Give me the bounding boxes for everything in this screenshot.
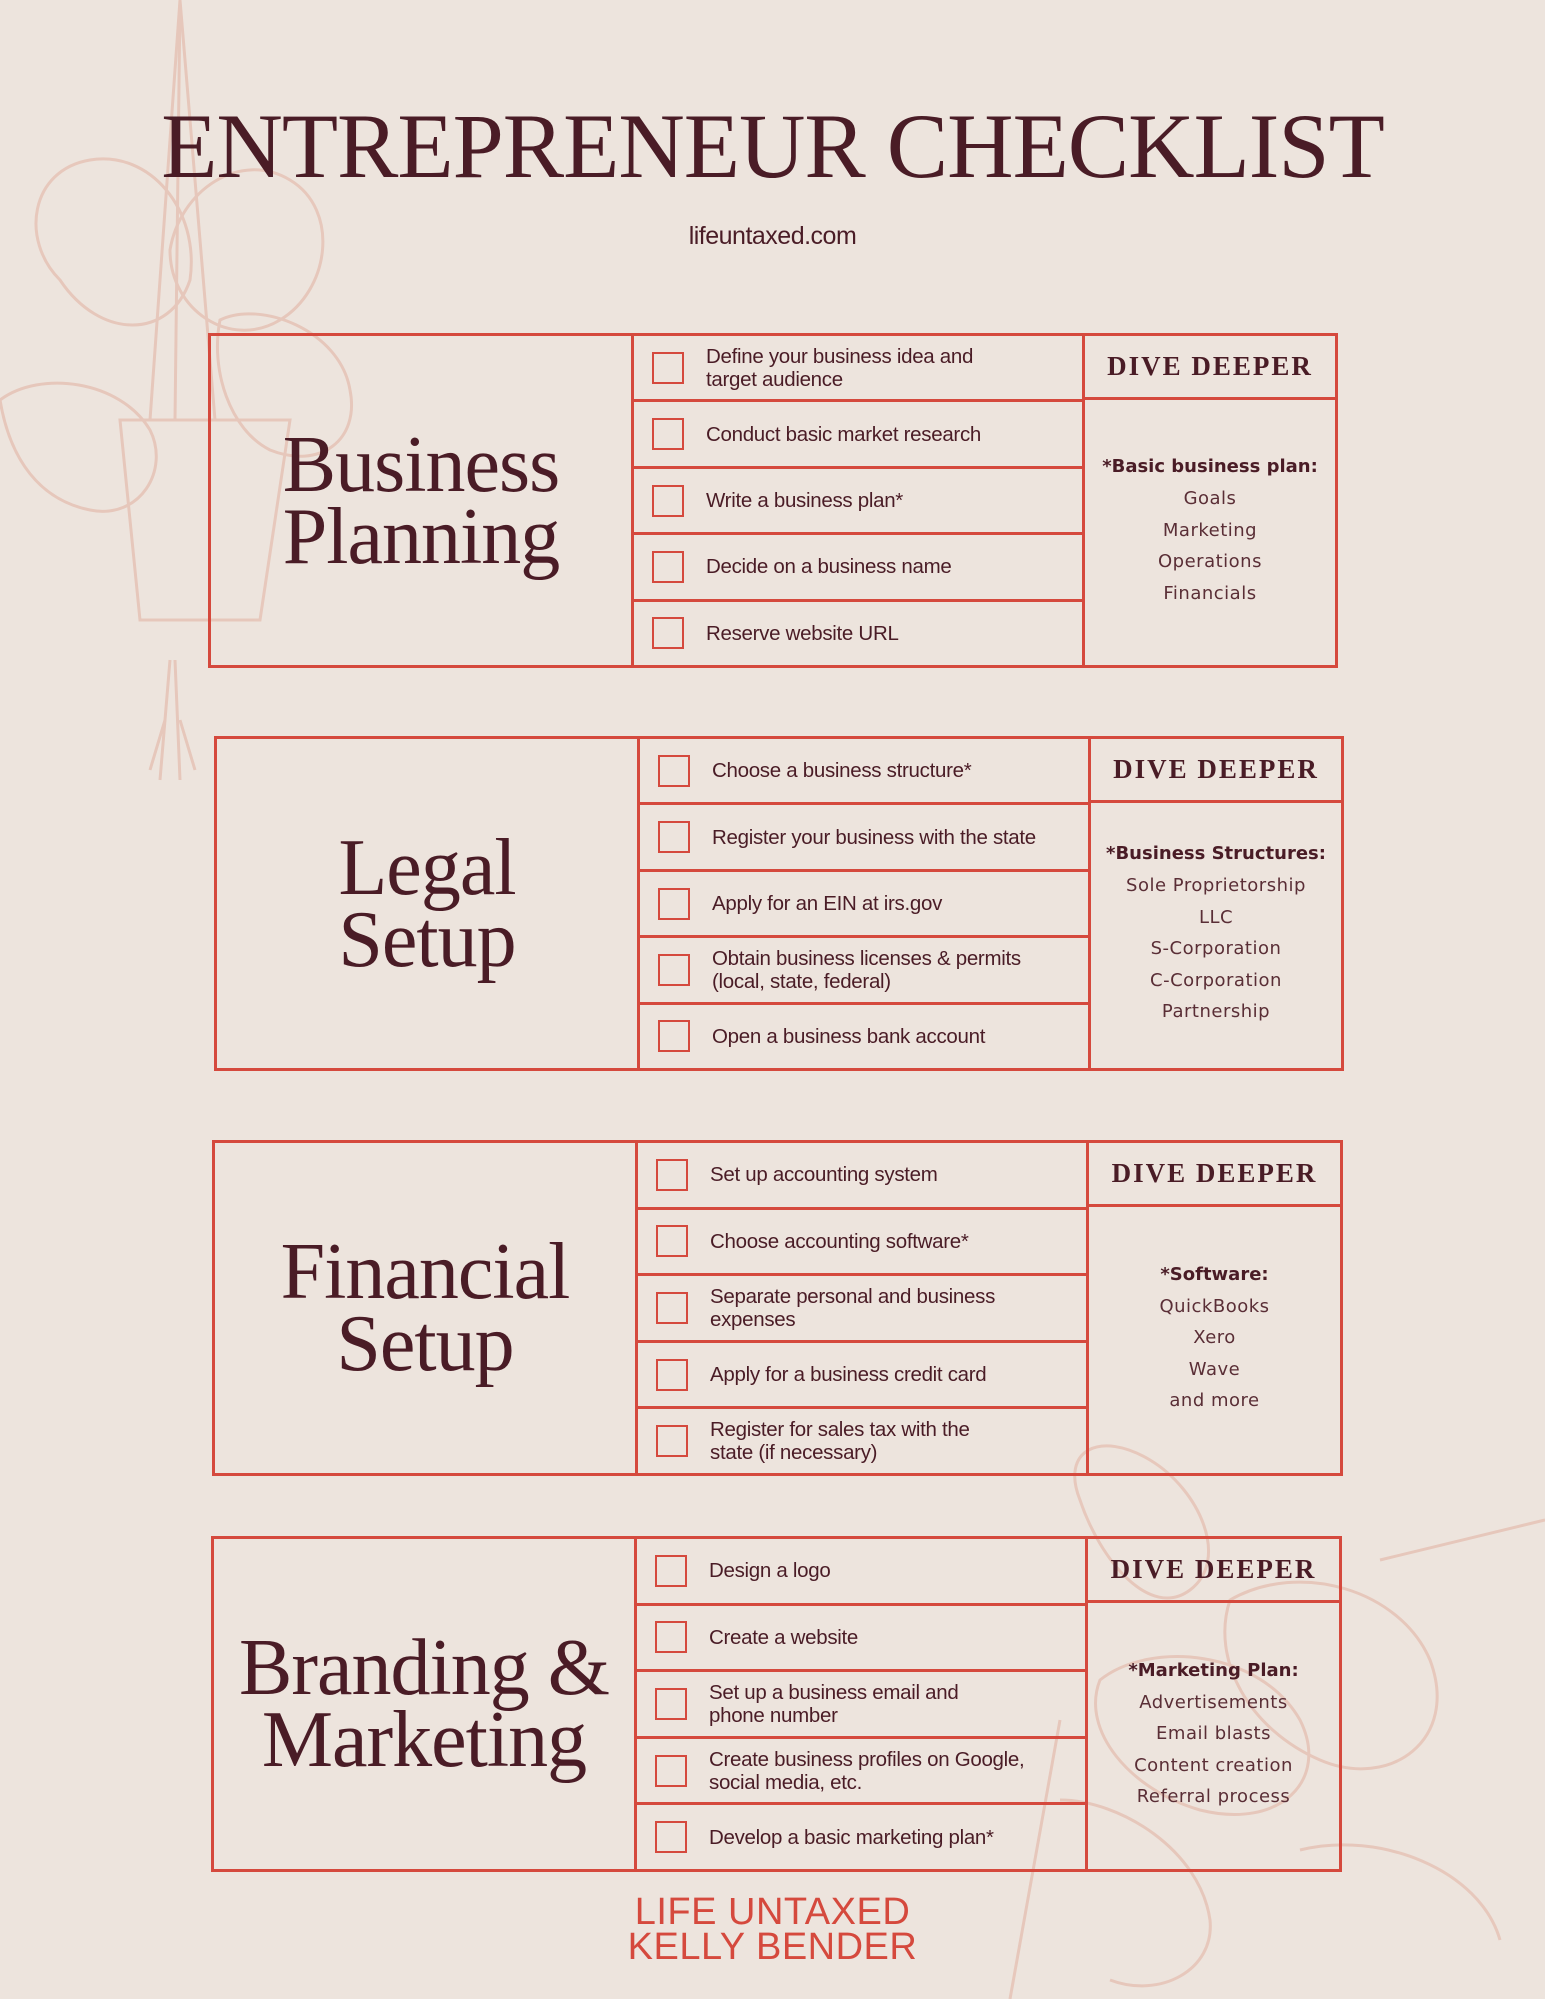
dive-deeper-item: Advertisements [1139, 1691, 1288, 1713]
dive-deeper-item: Goals [1183, 488, 1237, 509]
checkbox[interactable] [656, 1359, 688, 1391]
section-title: Legal Setup [217, 739, 640, 1068]
section-title: Financial Setup [215, 1143, 638, 1473]
dive-deeper-title: *Software: [1160, 1263, 1269, 1285]
dive-deeper-panel [1091, 739, 1341, 1068]
checklist-item: Apply for an EIN at irs.gov [640, 872, 1088, 938]
dive-deeper-heading: DIVE DEEPER [1091, 739, 1341, 803]
dive-deeper-item: S-Corporation [1150, 938, 1282, 960]
checkbox[interactable] [652, 352, 684, 384]
checklist-item: Choose accounting software* [638, 1210, 1086, 1277]
dive-deeper-body [1091, 803, 1341, 1068]
checklist-item: Decide on a business name [634, 535, 1082, 601]
checklist-item: Register for sales tax with the state (if necessary) [638, 1409, 1086, 1473]
checklist-item: Create business profiles on Google, social media, etc. [637, 1739, 1085, 1806]
checkbox[interactable] [658, 888, 690, 920]
dive-deeper-item: Partnership [1161, 1001, 1271, 1023]
dive-deeper-item: Wave [1188, 1358, 1241, 1380]
dive-deeper-item: QuickBooks [1159, 1295, 1270, 1317]
section-business-planning [208, 333, 1338, 668]
brand-line-1: LIFE UNTAXED [634, 1891, 911, 1933]
dive-deeper-item: Xero [1193, 1327, 1236, 1348]
checkbox[interactable] [652, 551, 684, 583]
checkbox[interactable] [655, 1688, 687, 1720]
checklist-item: Develop a basic marketing plan* [637, 1805, 1085, 1869]
checklist-item: Choose a business structure* [640, 739, 1088, 805]
dive-deeper-body [1089, 1207, 1340, 1473]
checklist [637, 1539, 1088, 1869]
checkbox[interactable] [652, 485, 684, 517]
dive-deeper-panel [1088, 1539, 1339, 1869]
checkbox[interactable] [656, 1292, 688, 1324]
checkbox[interactable] [655, 1555, 687, 1587]
dive-deeper-title: *Basic business plan: [1102, 456, 1318, 477]
checkbox[interactable] [652, 418, 684, 450]
dive-deeper-panel [1085, 336, 1335, 665]
section-legal-setup [214, 736, 1344, 1071]
section-title: Business Planning [211, 336, 634, 665]
checklist-item: Obtain business licenses & permits (local, state, federal) [640, 938, 1088, 1004]
checkbox[interactable] [656, 1159, 688, 1191]
checkbox[interactable] [655, 1821, 687, 1853]
dive-deeper-item: and more [1169, 1390, 1260, 1411]
checklist [634, 336, 1085, 665]
page-title: ENTREPRENEUR CHECKLIST [161, 95, 1384, 197]
checklist-item: Conduct basic market research [634, 402, 1082, 468]
checkbox[interactable] [658, 954, 690, 986]
checkbox[interactable] [656, 1225, 688, 1257]
dive-deeper-item: Sole Proprietorship [1126, 875, 1306, 897]
dive-deeper-item: C-Corporation [1150, 969, 1282, 991]
checklist-item: Set up accounting system [638, 1143, 1086, 1210]
checklist [638, 1143, 1089, 1473]
checklist-item: Write a business plan* [634, 469, 1082, 535]
section-title: Branding & Marketing [214, 1539, 637, 1869]
brand-line-2: KELLY BENDER [627, 1926, 918, 1968]
dive-deeper-item: Operations [1158, 551, 1262, 572]
checklist-item: Set up a business email and phone number [637, 1672, 1085, 1739]
dive-deeper-heading: DIVE DEEPER [1088, 1539, 1339, 1603]
dive-deeper-panel [1089, 1143, 1340, 1473]
dive-deeper-body [1085, 400, 1335, 665]
section-branding-marketing [211, 1536, 1342, 1872]
dive-deeper-item: Content creation [1134, 1754, 1293, 1776]
dive-deeper-item: Referral process [1136, 1786, 1291, 1807]
checkbox[interactable] [658, 1020, 690, 1052]
dive-deeper-heading: DIVE DEEPER [1085, 336, 1335, 400]
checkbox[interactable] [655, 1755, 687, 1787]
checklist-item: Design a logo [637, 1539, 1085, 1606]
checkbox[interactable] [655, 1621, 687, 1653]
dive-deeper-title: *Business Structures: [1106, 843, 1326, 865]
dive-deeper-body [1088, 1603, 1339, 1869]
checklist-item: Register your business with the state [640, 805, 1088, 871]
checklist-item: Define your business idea and target audience [634, 336, 1082, 402]
dive-deeper-item: Financials [1163, 582, 1257, 604]
checklist-item: Reserve website URL [634, 602, 1082, 665]
section-financial-setup [212, 1140, 1343, 1476]
checklist-item: Create a website [637, 1606, 1085, 1673]
checklist-item: Apply for a business credit card [638, 1343, 1086, 1410]
dive-deeper-item: Email blasts [1156, 1723, 1271, 1744]
checkbox[interactable] [656, 1425, 688, 1457]
checkbox[interactable] [658, 821, 690, 853]
checkbox[interactable] [652, 617, 684, 649]
brand-logo [0, 1891, 1545, 1968]
dive-deeper-heading: DIVE DEEPER [1089, 1143, 1340, 1207]
website-url: lifeuntaxed.com [688, 222, 857, 250]
dive-deeper-item: LLC [1198, 906, 1234, 928]
dive-deeper-title: *Marketing Plan: [1128, 1659, 1299, 1681]
checklist [640, 739, 1091, 1068]
checkbox[interactable] [658, 755, 690, 787]
checklist-item: Open a business bank account [640, 1005, 1088, 1068]
checklist-item: Separate personal and business expenses [638, 1276, 1086, 1343]
dive-deeper-item: Marketing [1162, 519, 1258, 541]
